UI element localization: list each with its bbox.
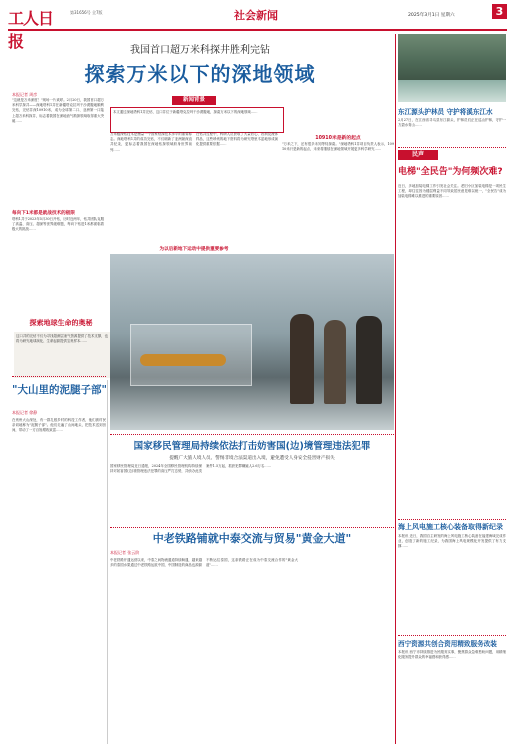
story6-title: 西宁资源共创合资用精致服务改装 bbox=[398, 640, 497, 648]
main-col2: 万米级深钻技术是衡量一个国家钻探技术水平的重要标志。深地塔科1井的成功完钻，不仅刷新了亚洲最深直井纪录，更标志着我国在深地钻探领域跻身世界前列…… bbox=[110, 132, 192, 152]
visitor bbox=[290, 314, 314, 404]
river bbox=[398, 80, 506, 102]
photo-text: 2月27日，在江西省寻乌县东江源头，护林员们正在巡山护林，守护一方碧水青山…… bbox=[398, 118, 506, 128]
story-divider bbox=[110, 434, 394, 435]
visitor bbox=[356, 316, 382, 404]
minsheng-title: 电梯"全民告"为何频次难? bbox=[398, 167, 503, 177]
story-divider bbox=[398, 519, 506, 520]
story2-text: 在贵州大山深处，有一群扎根乡村的科技工作者，他们被村民亲切地称为"泥腿子部"。他们走遍了山间地头，把技术送到田间，带动了一方百姓增收致富…… bbox=[12, 418, 106, 433]
story4-text: 中老铁路开通运营以来，中泰之间物流通道持续畅通，越来越多的泰国水果通过中老铁路运抵中国，中国制造的商品也源源不断运往泰国，这条铁路正在成为中泰交流合作的"黄金大道"…… bbox=[110, 558, 298, 568]
column-divider bbox=[395, 34, 396, 744]
main-col4: "万米之下，还有很多未知等待探索。"深地塔科1井项目负责人表示，10910米只是新的起点，未来将继续在深地领域开展更多科学研究…… bbox=[282, 142, 394, 152]
masthead-date: 2025年3月1日 星期六 bbox=[408, 13, 455, 18]
news-background-title: 新闻背景 bbox=[172, 96, 216, 105]
masthead-rule bbox=[8, 29, 507, 31]
story4-byline: 本报记者 张云阶 bbox=[110, 550, 140, 555]
story-divider bbox=[110, 527, 394, 528]
story-divider bbox=[12, 376, 106, 377]
masthead-logo: 工人日报 bbox=[8, 9, 54, 51]
masthead-sub: 第31656号 全7版 bbox=[70, 10, 103, 15]
col4-title: 10910米是新的起点 bbox=[315, 136, 361, 141]
story3-text: 国家移民管理局近日通报，2024年全国移民管理机构持续保持对妨害国(边)境管理违法犯罪的高压严打态势，共侦办此类案件1.5万起，抓获犯罪嫌疑人2.6万名…… bbox=[110, 464, 272, 474]
story5-text: 本报讯 近日，我国自主研发的海上风电施工核心装备在福建海域完成作业，创造了新的施工纪录，为我国海上风电规模化开发提供了有力支撑…… bbox=[398, 534, 506, 549]
section-title: 社会新闻 bbox=[234, 9, 278, 22]
story4-headline: 中老铁路铺就中泰交流与贸易"黄金大道" bbox=[152, 532, 352, 545]
museum-photo bbox=[110, 254, 394, 430]
main-headline: 探索万米以下的深地领域 bbox=[84, 62, 316, 86]
minsheng-badge: 民声 bbox=[398, 150, 438, 160]
river-photo bbox=[398, 34, 506, 102]
main-col1: "这就是万米深度！"现场一片欢呼。2月20日，我国首口超万米科学探井——深地塔科1井在新疆塔克拉玛干沙漠腹地顺利完钻，完钻井深10910米，成为全球第二口、亚洲第一口陆上超万米科探井，标志着我国在深地油气勘探领域取得重大突破…… bbox=[12, 98, 104, 123]
main-sub1: 每向下1米都是就战技术的极限 bbox=[12, 211, 75, 216]
visitor bbox=[324, 320, 346, 404]
main-byline: 本报记者 周彦 bbox=[12, 92, 38, 97]
photo-caption: 东江源头护林员 守护将溪东江水 bbox=[398, 108, 493, 116]
story6-text: 本报讯 西宁市持续推进为民服务实事，聚焦群众急难愁盼问题，用精细化服务提升群众的幸福感和获得感…… bbox=[398, 650, 506, 660]
story2-byline: 本报记者 徐静 bbox=[12, 410, 38, 415]
main-col3-sub: 为以后新地下运动中提供重要参考 bbox=[159, 247, 229, 252]
sidebar-title: 探索地球生命的奥秘 bbox=[29, 319, 93, 327]
story5-title: 海上风电施工核心装备取得新纪录 bbox=[398, 523, 503, 531]
column-divider bbox=[107, 380, 108, 744]
story3-subhead: 提醒广大旅人境人员、警惕非境合法渠道出入境，避免遭受人身安全侵害财产损失 bbox=[169, 456, 335, 461]
news-background-intro: 本文通过深地塔科1井完钻、这口井位于新疆塔克拉玛干沙漠腹地，探索万米以下的深地领域…… bbox=[110, 107, 284, 133]
core-sample bbox=[140, 354, 226, 366]
sidebar-text: 这口井的完钻不仅为寻找超深层油气资源提供了技术支撑，也将为研究地球演化、生命起源提供宝贵样本…… bbox=[14, 332, 110, 378]
story-divider bbox=[398, 147, 506, 148]
main-kicker: 我国首口超万米科探井胜利完钻 bbox=[130, 45, 270, 56]
main-col3: 在钻井过程中，科研人员获取了大量岩心、岩屑及流体样品，这些珍贵的地下资料将为研究塔里木盆地形成演化提供重要依据…… bbox=[196, 132, 278, 147]
minsheng-text: 近日，多地加装电梯工作引发社会关注。老旧小区加装电梯是一项民生工程，却往往因为楼层利益不同导致居民意见难以统一，"全民告"成为加装电梯难以推进的重要原因…… bbox=[398, 184, 506, 199]
story2-headline: "大山里的泥腿子部" bbox=[12, 384, 107, 396]
page-number: 3 bbox=[492, 4, 507, 19]
story-divider bbox=[398, 635, 506, 636]
main-col1b: 塔科1井于2023年5月30日开钻，历时近两年，钻井团队克服了高温、高压、超深等世界级难题，每向下钻进1米都面临着极大的挑战…… bbox=[12, 217, 104, 232]
story3-headline: 国家移民管理局持续依法打击妨害国(边)境管理违法犯罪 bbox=[133, 441, 371, 452]
